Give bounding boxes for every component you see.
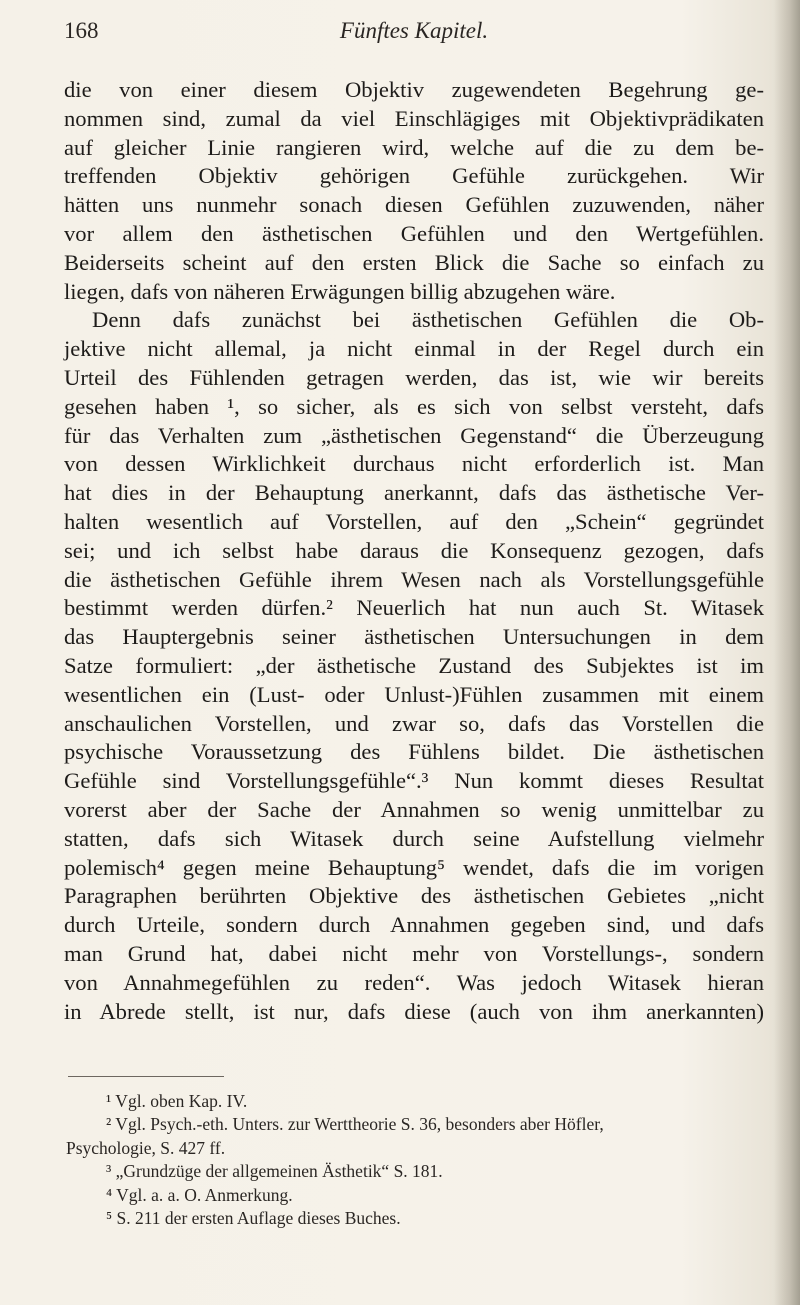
text-line: Paragraphen berührten Objektive des ästhetischen Gebietes „nicht	[64, 883, 764, 909]
text-line: vor allem den ästhetischen Gefühlen und den Wertgefühlen.	[64, 220, 764, 246]
text-line: man Grund hat, dabei nicht mehr von Vorstellungs-, sondern	[64, 940, 764, 966]
text-line: von Annahmegefühlen zu reden“. Was jedoch Witasek hieran	[64, 969, 764, 995]
footnote: ⁴ Vgl. a. a. O. Anmerkung.	[106, 1184, 293, 1205]
footnote: ³ „Grundzüge der allgemeinen Ästhetik“ S. 181.	[106, 1161, 443, 1182]
text-line: sei; und ich selbst habe daraus die Konsequenz gezogen, dafs	[64, 537, 764, 563]
text-line: gesehen haben ¹, so sicher, als es sich von selbst versteht, dafs	[64, 393, 764, 419]
page-edge-shadow	[774, 0, 800, 1305]
text-line: liegen, dafs von näheren Erwägungen billig abzugehen wäre.	[64, 278, 616, 304]
footnote: ⁵ S. 211 der ersten Auflage dieses Buches.	[106, 1207, 401, 1228]
footnote: ¹ Vgl. oben Kap. IV.	[106, 1091, 248, 1111]
text-line: Gefühle sind Vorstellungsgefühle“.³ Nun kommt dieses Resultat	[64, 768, 764, 794]
page-header	[64, 18, 764, 58]
text-line: bestimmt werden dürfen.² Neuerlich hat nun auch St. Witasek	[64, 595, 764, 621]
text-line: wesentlichen ein (Lust- oder Unlust-)Fühlen zusammen mit einem	[64, 681, 764, 707]
text-line: auf gleicher Linie rangieren wird, welche auf die zu dem be-	[64, 134, 764, 160]
text-line: Denn dafs zunächst bei ästhetischen Gefühlen die Ob-	[92, 307, 764, 333]
footnote-rule	[68, 1076, 224, 1077]
text-line: von dessen Wirklichkeit durchaus nicht erforderlich ist. Man	[64, 451, 764, 477]
footnote-continuation: Psychologie, S. 427 ff.	[66, 1137, 226, 1158]
text-line: polemisch⁴ gegen meine Behauptung⁵ wendet, dafs die im vorigen	[64, 854, 764, 880]
page-number: 168	[64, 18, 99, 43]
text-line: treffenden Objektiv gehörigen Gefühle zurückgehen. Wir	[64, 163, 764, 189]
text-line: Urteil des Fühlenden getragen werden, das ist, wie wir bereits	[64, 364, 764, 390]
text-line: in Abrede stellt, ist nur, dafs diese (auch von ihm anerkannten)	[64, 998, 764, 1024]
text-line: hat dies in der Behauptung anerkannt, dafs das ästhetische Ver-	[64, 480, 764, 506]
text-line: Beiderseits scheint auf den ersten Blick die Sache so einfach zu	[64, 249, 764, 275]
text-line: jektive nicht allemal, ja nicht einmal in der Regel durch ein	[64, 336, 764, 362]
text-line: die ästhetischen Gefühle ihrem Wesen nach als Vorstellungsgefühle	[64, 566, 764, 592]
running-title: Fünftes Kapitel.	[339, 18, 489, 43]
text-line: Satze formuliert: „der ästhetische Zustand des Subjektes ist im	[64, 652, 764, 678]
body-text	[64, 76, 764, 1026]
text-line: das Hauptergebnis seiner ästhetischen Untersuchungen in dem	[64, 624, 764, 650]
text-line: für das Verhalten zum „ästhetischen Gegenstand“ die Überzeugung	[64, 422, 764, 448]
text-line: psychische Voraussetzung des Fühlens bildet. Die ästhetischen	[64, 739, 764, 765]
text-line: vorerst aber der Sache der Annahmen so wenig unmittelbar zu	[64, 796, 764, 822]
text-line: durch Urteile, sondern durch Annahmen gegeben sind, und dafs	[64, 912, 764, 938]
text-line: die von einer diesem Objektiv zugewendeten Begehrung ge-	[64, 77, 764, 102]
text-line: anschaulichen Vorstellen, und zwar so, dafs das Vorstellen die	[64, 710, 764, 736]
footnote: ² Vgl. Psych.-eth. Unters. zur Werttheorie S. 36, besonders aber Höfler,	[106, 1114, 604, 1135]
text-line: nommen sind, zumal da viel Einschlägiges mit Objektivprädikaten	[64, 105, 764, 131]
footnotes	[66, 1090, 766, 1230]
text-line: hätten uns nunmehr sonach diesen Gefühlen zuzuwenden, näher	[64, 192, 764, 218]
text-line: halten wesentlich auf Vorstellen, auf den „Schein“ gegründet	[64, 508, 764, 534]
text-line: statten, dafs sich Witasek durch seine Aufstellung vielmehr	[64, 825, 764, 851]
